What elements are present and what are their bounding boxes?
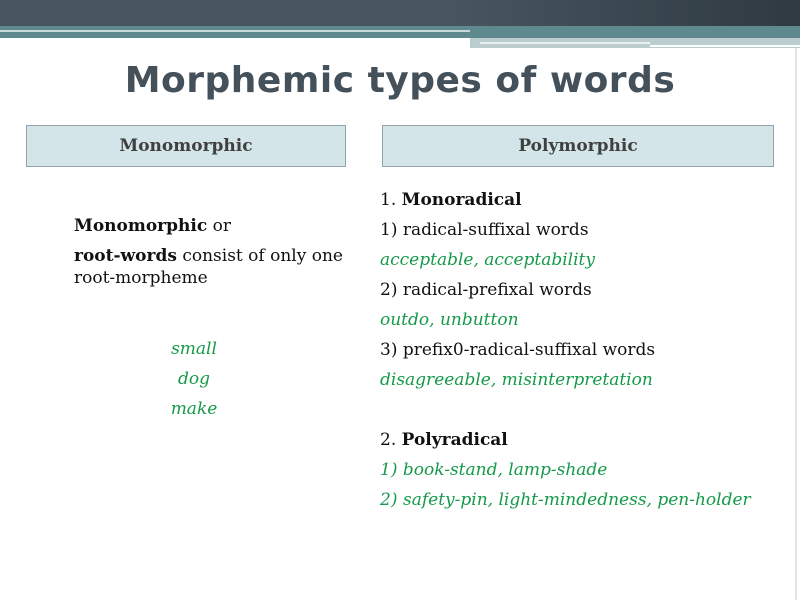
- top-thin-line-2: [480, 42, 650, 44]
- radical-suffixal-item: 1) radical-suffixal words: [380, 220, 589, 240]
- prefix-radical-suffixal-item: 3) prefix0-radical-suffixal words: [380, 340, 656, 360]
- definition-or: or: [207, 216, 231, 236]
- term-root-words: root-words: [74, 246, 177, 266]
- example-word: make: [170, 399, 218, 419]
- monomorphic-examples: [74, 334, 314, 424]
- top-thin-line: [0, 30, 470, 32]
- top-dark-bar-gradient: [450, 0, 800, 26]
- polyradical-item-2-examples: safety-pin, light-mindedness, pen-holder: [403, 490, 751, 510]
- right-frame-line: [795, 48, 797, 600]
- monomorphic-definition: [74, 215, 344, 297]
- header-monomorphic: Monomorphic: [26, 125, 346, 167]
- radical-suffixal-examples: acceptable, acceptability: [380, 250, 595, 270]
- polyradical-heading: [380, 425, 780, 455]
- monoradical-heading: [380, 185, 780, 215]
- polyradical-item-2: [380, 488, 780, 512]
- header-polymorphic: Polymorphic: [382, 125, 774, 167]
- spacer: [380, 395, 780, 425]
- radical-prefixal-examples: outdo, unbutton: [380, 310, 519, 330]
- top-teal-bar: [0, 26, 800, 38]
- polymorphic-list: [380, 185, 780, 512]
- monoradical-label: Monoradical: [401, 190, 522, 210]
- prefix-radical-suffixal-examples: disagreeable, misinterpretation: [380, 370, 653, 390]
- example-word: small: [171, 339, 217, 359]
- monoradical-number: 1.: [380, 190, 402, 210]
- polyradical-item-1-examples: book-stand, lamp-shade: [402, 460, 608, 480]
- top-thin-line-3: [650, 45, 800, 47]
- polyradical-item-1-number: 1): [380, 460, 398, 480]
- polyradical-label: Polyradical: [401, 430, 508, 450]
- definition-line-1: [74, 215, 344, 237]
- definition-line-2: [74, 245, 344, 289]
- radical-prefixal-item: 2) radical-prefixal words: [380, 280, 592, 300]
- polyradical-number: 2.: [380, 430, 402, 450]
- slide-title: Morphemic types of words: [124, 60, 676, 101]
- definition-text: consist of only one root-morpheme: [74, 246, 343, 288]
- term-monomorphic: Monomorphic: [74, 216, 208, 236]
- polyradical-item-1: [380, 455, 780, 485]
- polyradical-item-2-number: 2): [380, 490, 398, 510]
- example-word: dog: [178, 369, 210, 389]
